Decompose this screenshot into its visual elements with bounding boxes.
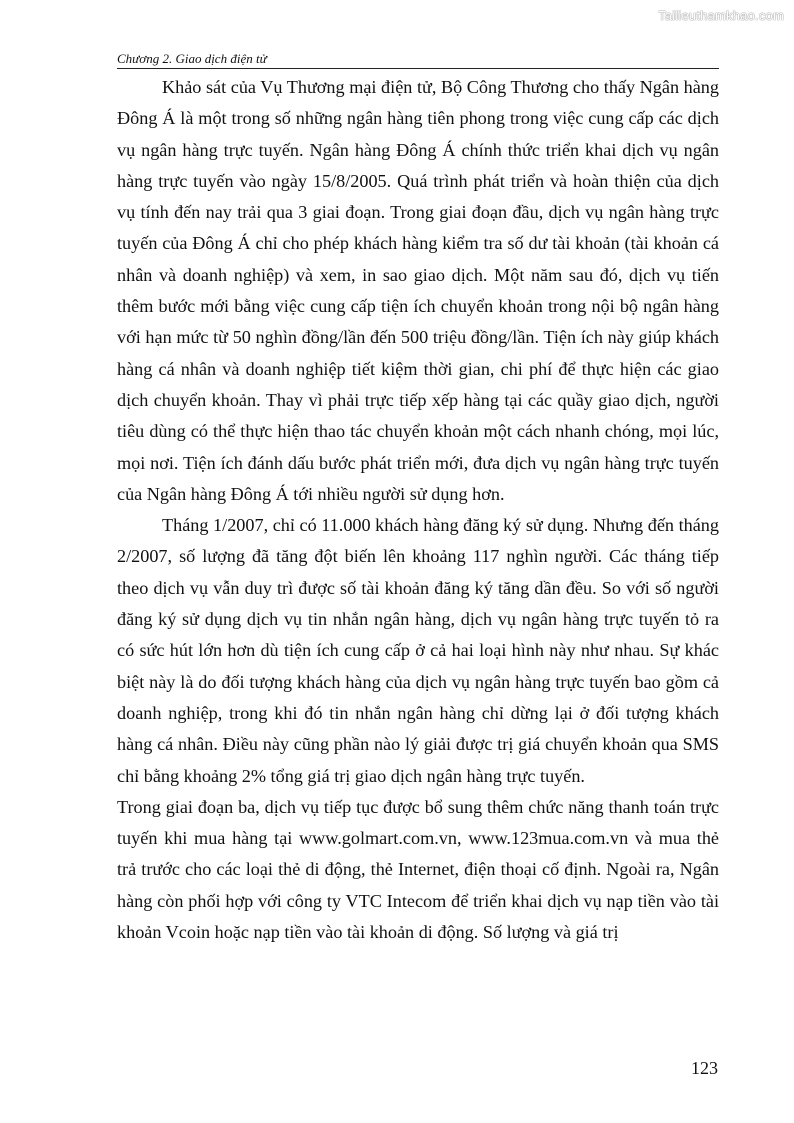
watermark-text: Tailieuthamkhao.com [658, 8, 784, 23]
paragraph-2: Tháng 1/2007, chỉ có 11.000 khách hàng đăng ký sử dụng. Nhưng đến tháng 2/2007, số lượng đã tăng đột biến lên khoảng 117 nghìn người. Các tháng tiếp theo dịch vụ vẫn duy trì được số tài khoản đăng ký tăng dần đều. So với số người đăng ký sử dụng dịch vụ tin nhắn ngân hàng, dịch vụ ngân hàng trực tuyến tỏ ra có sức hút lớn hơn dù tiện ích cung cấp ở cả hai loại hình này như nhau. Sự khác biệt này là do đối tượng khách hàng của dịch vụ ngân hàng trực tuyến bao gồm cả doanh nghiệp, trong khi đó tin nhắn ngân hàng chỉ dừng lại ở đối tượng khách hàng cá nhân. Điều này cũng phần nào lý giải được trị giá chuyển khoản qua SMS chỉ bằng khoảng 2% tổng giá trị giao dịch ngân hàng trực tuyến. [117, 515, 719, 786]
header-divider [117, 68, 719, 69]
page-number: 123 [691, 1058, 718, 1078]
document-body [117, 72, 719, 948]
paragraph-3: Trong giai đoạn ba, dịch vụ tiếp tục được bổ sung thêm chức năng thanh toán trực tuyến khi mua hàng tại www.golmart.com.vn, www.123mua.com.vn và mua thẻ trả trước cho các loại thẻ di động, thẻ Internet, điện thoại cố định. Ngoài ra, Ngân hàng còn phối hợp với công ty VTC Intecom để triển khai dịch vụ nạp tiền vào tài khoản Vcoin hoặc nạp tiền vào tài khoản di động. Số lượng và giá trị [117, 796, 719, 943]
paragraph-1: Khảo sát của Vụ Thương mại điện tử, Bộ Công Thương cho thấy Ngân hàng Đông Á là một trong số những ngân hàng tiên phong trong việc cung cấp các dịch vụ ngân hàng trực tuyến. Ngân hàng Đông Á chính thức triển khai dịch vụ ngân hàng trực tuyến vào ngày 15/8/2005. Quá trình phát triển và hoàn thiện của dịch vụ tính đến nay trải qua 3 giai đoạn. Trong giai đoạn đầu, dịch vụ ngân hàng trực tuyến của Đông Á chỉ cho phép khách hàng kiểm tra số dư tài khoản (tài khoản cá nhân và doanh nghiệp) và xem, in sao giao dịch. Một năm sau đó, dịch vụ tiến thêm bước mới bằng việc cung cấp tiện ích chuyển khoản trong nội bộ ngân hàng với hạn mức từ 50 nghìn đồng/lần đến 500 triệu đồng/lần. Tiện ích này giúp khách hàng cá nhân và doanh nghiệp tiết kiệm thời gian, chi phí để thực hiện các giao dịch chuyển khoản. Thay vì phải trực tiếp xếp hàng tại các quầy giao dịch, người tiêu dùng có thể thực hiện thao tác chuyển khoản một cách nhanh chóng, mọi lúc, mọi nơi. Tiện ích đánh dấu bước phát triển mới, đưa dịch vụ ngân hàng trực tuyến của Ngân hàng Đông Á tới nhiều người sử dụng hơn. [117, 77, 719, 504]
running-header: Chương 2. Giao dịch điện tử [117, 51, 267, 66]
